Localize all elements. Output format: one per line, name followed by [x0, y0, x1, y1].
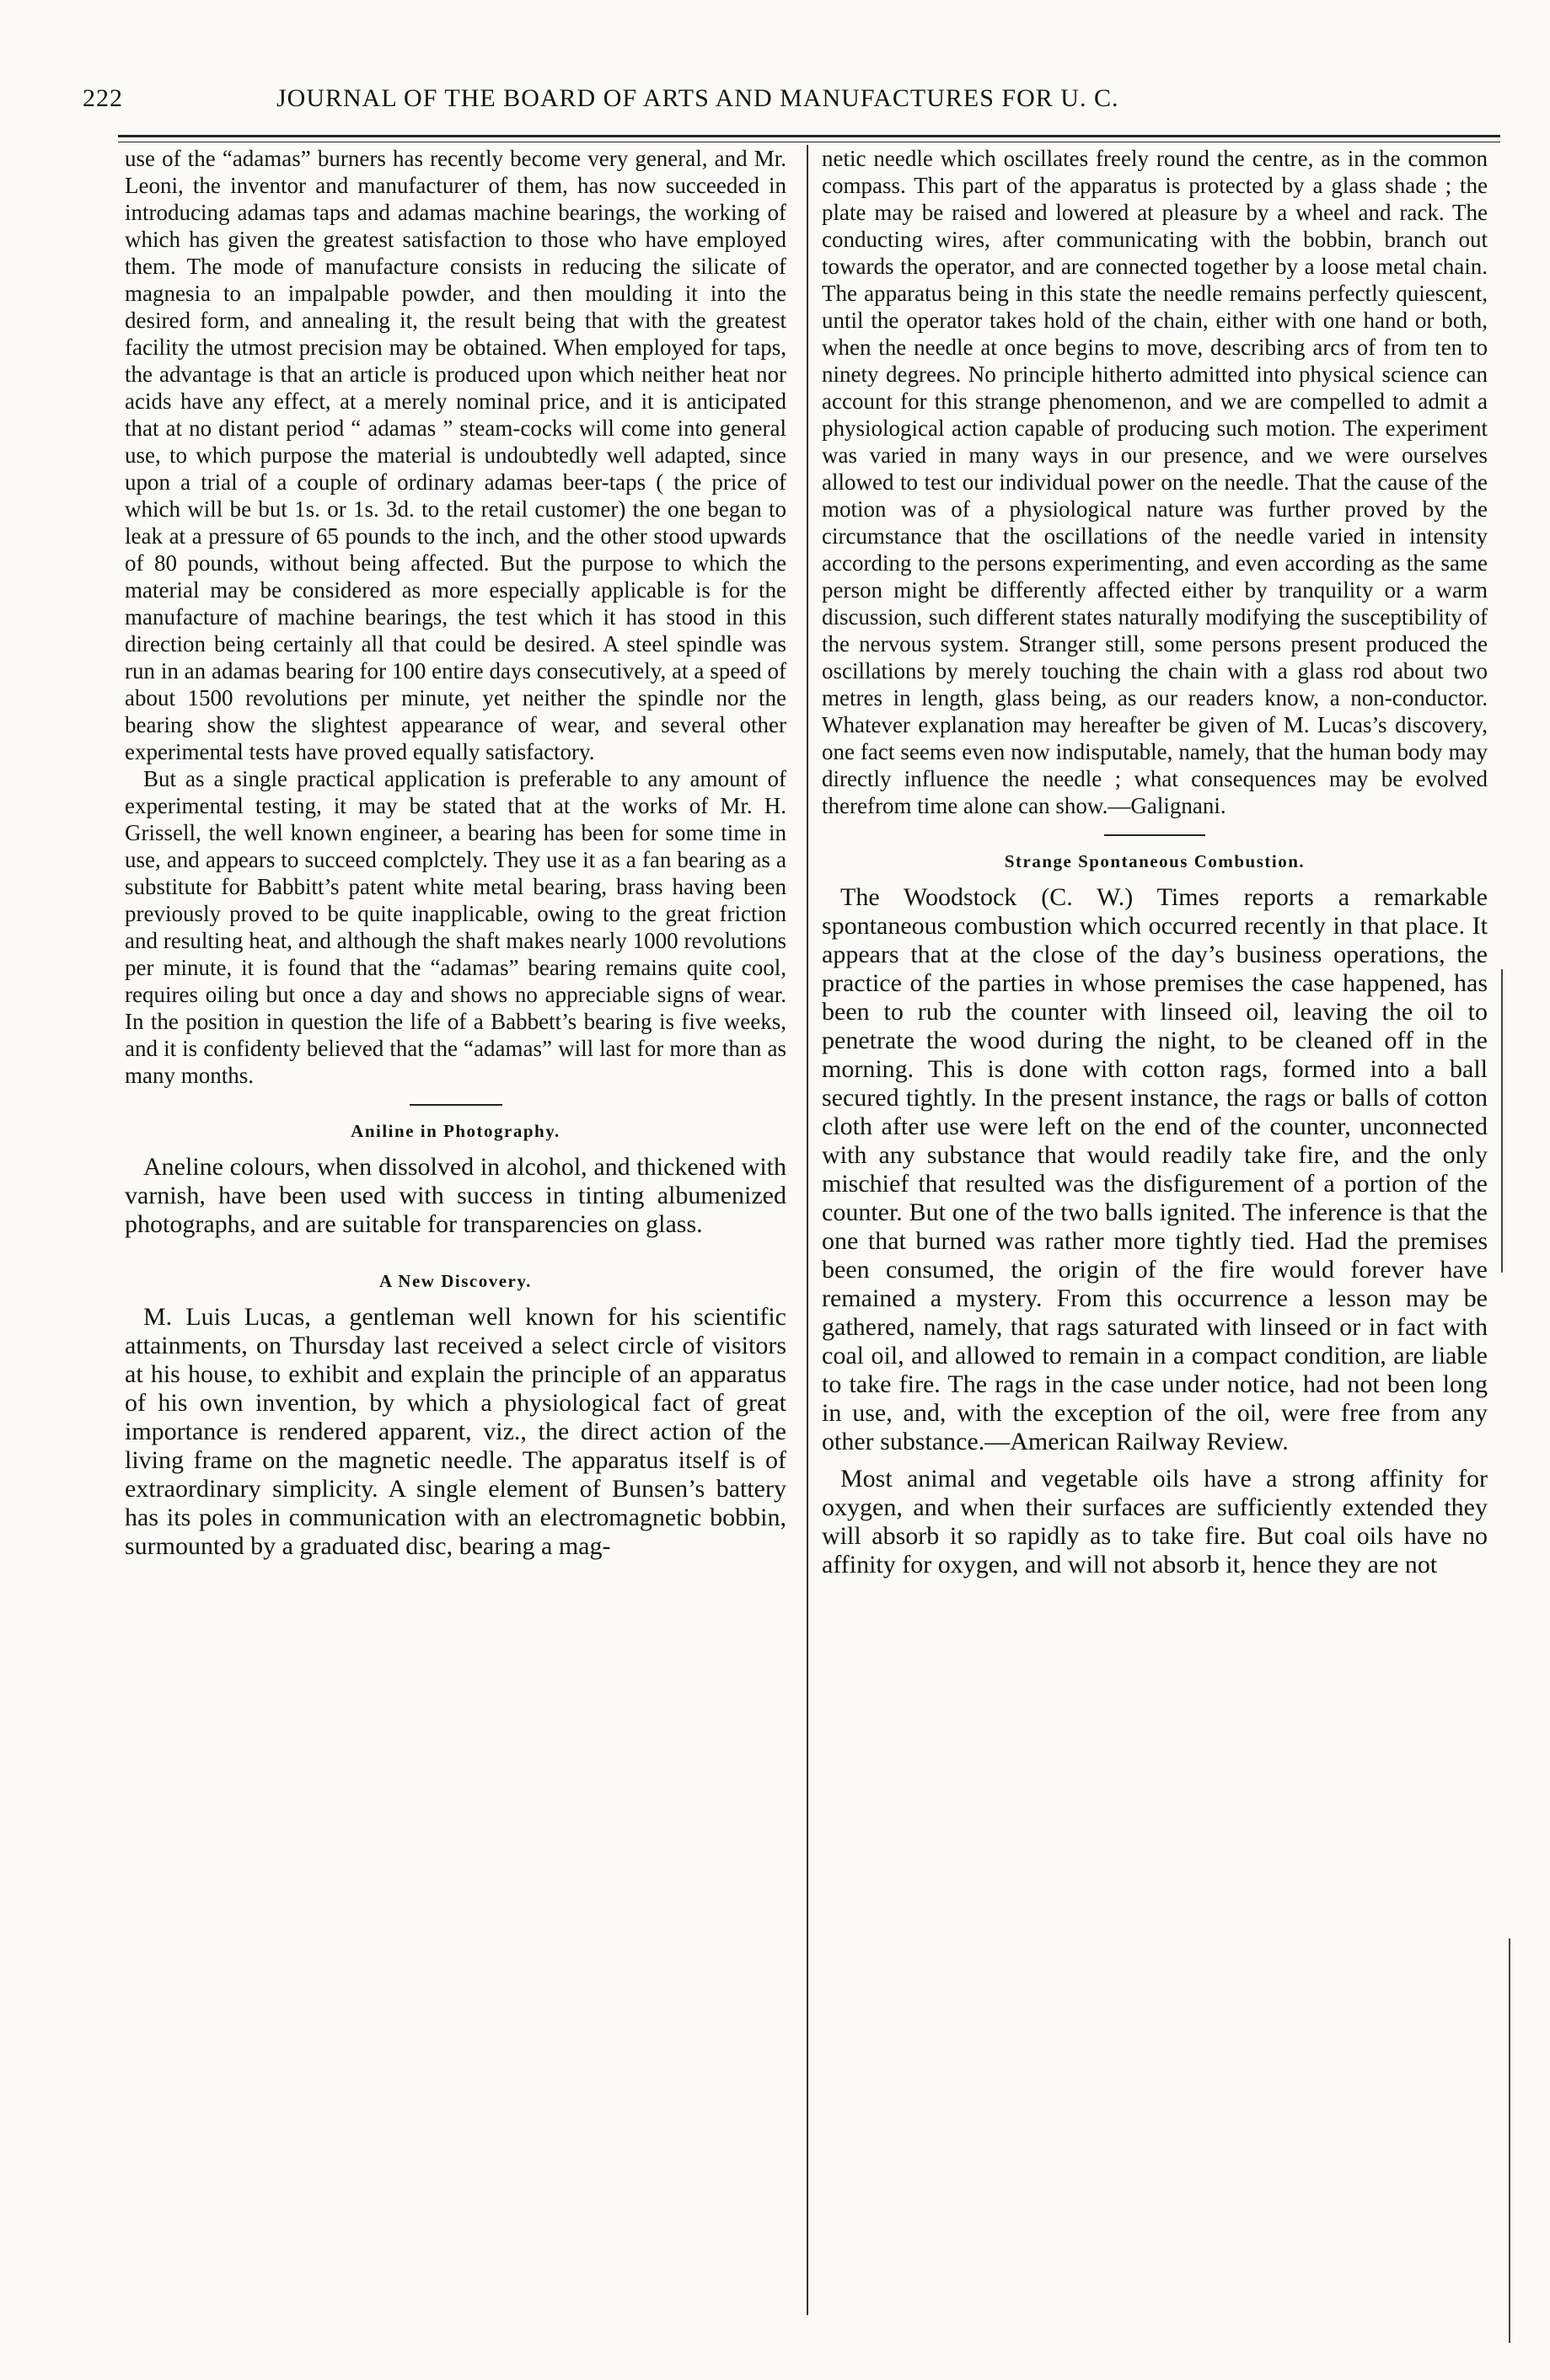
adamas-paragraph-1: use of the “adamas” burners has recently become very general, and Mr. Leoni, the inventor and manufacturer of them, has now succeeded in introducing adamas taps and adamas machine bearings, the working of which has given the greatest satisfaction to those who have employed them. The mode of manufacture consists in reducing the silicate of magnesia to an impalpable powder, and then moulding it into the desired form, and annealing it, the result being that with the greatest facility the utmost precision may be obtained. When employed for taps, the advantage is that an article is produced upon which neither heat nor acids have any effect, at a merely nominal price, and it is anticipated that at no distant period “ adamas ” steam-cocks will come into general use, to which purpose the material is undoubtedly well adapted, since upon a trial of a couple of ordinary adamas beer-taps ( the price of which will be but 1s. or 1s. 3d. to the retail customer) the one began to leak at a pressure of 65 pounds to the inch, and the other stood upwards of 80 pounds, without being affected. But the purpose to which the material may be considered as more especially applicable is for the manufacture of machine bearings, the test which it has stood in this direction being certainly all that could be desired. A steel spindle was run in an adamas bearing for 100 entire days consecutively, at a speed of about 1500 revolutions per minute, yet neither the spindle nor the bearing show the slightest appearance of wear, and several other experimental tests have proved equally satisfactory.	[125, 146, 786, 764]
right-column	[822, 145, 1488, 2315]
left-column	[125, 145, 786, 2315]
section-heading-aniline: Aniline in Photography.	[351, 1121, 560, 1141]
margin-mark	[1501, 969, 1503, 1273]
combustion-paragraph: The Woodstock (C. W.) Times reports a remarkable spontaneous combustion which occurred recently in that place. It appears that at the close of the day’s business operations, the practice of the parties in whose premises the case happened, has been to rub the counter with linseed oil, leaving the oil to penetrate the wood during the night, to be cleaned off in the morning. This is done with cotton rags, formed into a ball secured tightly. In the present instance, the rags or balls of cotton cloth after use were left on the end of the counter, unconnected with any substance that would readily take fire, and the only mischief that resulted was the disfigurement of a portion of the counter. But one of the two balls ignited. The inference is that the one that burned was rather more tightly tied. Had the premises been consumed, the origin of the fire would forever have remained a mystery. From this occurrence a lesson may be gathered, namely, that rags saturated with linseed or in fact with coal oil, and allowed to remain in a compact condition, are liable to take fire. The rags in the case under notice, had not been long in use, and, with the exception of the oil, were free from any other substance.—American Railway Review.	[822, 883, 1488, 1455]
header-rule-thick	[118, 135, 1500, 137]
section-heading-combustion: Strange Spontaneous Combustion.	[1004, 851, 1306, 871]
adamas-paragraph-2: But as a single practical application is preferable to any amount of experimental testing, it may be stated that at the works of Mr. H. Grissell, the well known engineer, a bearing has been for some time in use, and appears to succeed complctely. They use it as a fan bearing as a substitute for Babbitt’s patent white metal bearing, brass having been previously proved to be quite inapplicable, owing to the great friction and resulting heat, and although the shaft makes nearly 1000 revolutions per minute, it is found that the “adamas” bearing remains quite cool, requires oiling but once a day and shows no appreciable signs of wear. In the position in question the life of a Babbett’s bearing is five weeks, and it is confidenty believed that the “adamas” will last for more than as many months.	[125, 766, 786, 1088]
section-divider	[1104, 834, 1205, 836]
aniline-paragraph: Aneline colours, when dissolved in alcohol, and thickened with varnish, have been used with success in tinting albumenized photographs, and are suitable for transparencies on glass.	[125, 1153, 786, 1238]
section-divider	[410, 1104, 502, 1106]
page-header	[83, 84, 1499, 126]
margin-mark	[1509, 1938, 1510, 2343]
page-number: 222	[83, 84, 123, 112]
discovery-paragraph: M. Luis Lucas, a gentleman well known for his scientific attainments, on Thursday last received a select circle of visitors at his house, to exhibit and explain the principle of an apparatus of his own invention, by which a physiological fact of great importance is rendered apparent, viz., the direct action of the living frame on the magnetic needle. The apparatus itself is of extraordinary simplicity. A single element of Bunsen’s battery has its poles in communication with an electromagnetic bobbin, surmounted by a graduated disc, bearing a mag-	[125, 1303, 786, 1560]
column-separator	[807, 145, 808, 2315]
discovery-continued-paragraph: netic needle which oscillates freely round the centre, as in the common compass. This part of the apparatus is protected by a glass shade ; the plate may be raised and lowered at pleasure by a wheel and rack. The conducting wires, after communicating with the bobbin, branch out towards the operator, and are connected together by a loose metal chain. The apparatus being in this state the needle remains perfectly quiescent, until the operator takes hold of the chain, either with one hand or both, when the needle at once begins to move, describing arcs of from ten to ninety degrees. No principle hitherto admitted into physical science can account for this strange phenomenon, and we are compelled to admit a physiological action capable of producing such motion. The experiment was varied in many ways in our presence, and we were ourselves allowed to test our individual power on the needle. That the cause of the motion was of a physiological nature was further proved by the circumstance that the oscillations of the needle varied in intensity according to the persons experimenting, and even according as the same person might be differently affected either by tranquility or a warm discussion, such different states naturally modifying the susceptibility of the nervous system. Stranger still, some persons present produced the oscillations by merely touching the chain with a glass rod about two metres in length, glass being, as our readers know, a non-conductor. Whatever explanation may hereafter be given of M. Lucas’s discovery, one fact seems even now indisputable, namely, that the human body may directly influence the needle ; what consequences may be evolved therefrom time alone can show.—Galignani.	[822, 146, 1488, 818]
oils-paragraph: Most animal and vegetable oils have a strong affinity for oxygen, and when their surfaces are sufficiently extended they will absorb it so rapidly as to take fire. But coal oils have no affinity for oxygen, and will not absorb it, hence they are not	[822, 1465, 1488, 1579]
section-heading-discovery: A New Discovery.	[379, 1271, 532, 1291]
running-title: JOURNAL OF THE BOARD OF ARTS AND MANUFACTURES FOR U. C.	[276, 84, 1119, 112]
